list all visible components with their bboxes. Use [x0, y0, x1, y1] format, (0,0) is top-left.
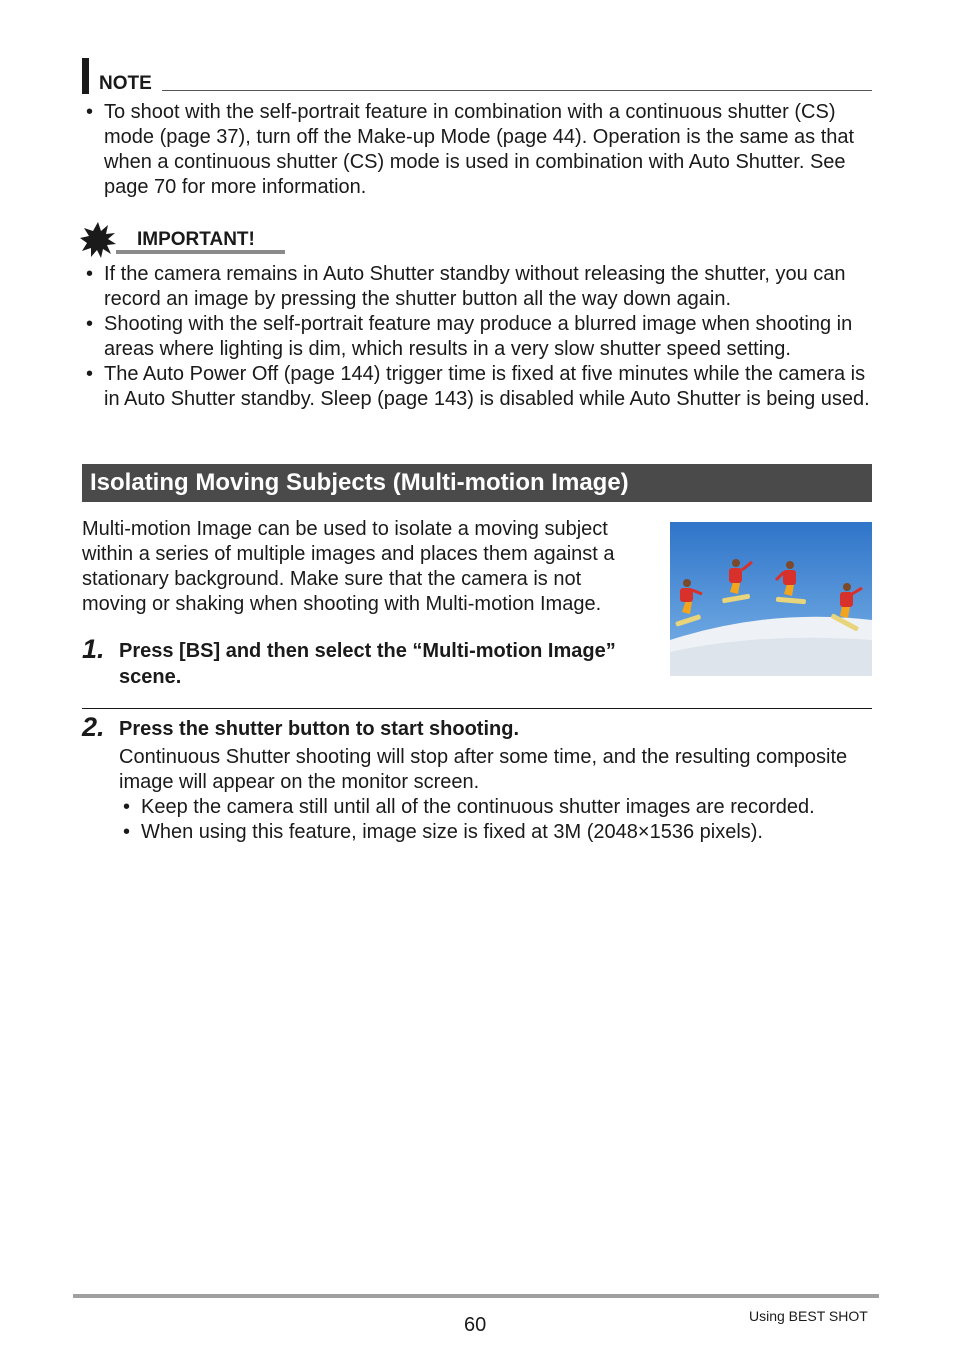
step-divider [82, 708, 872, 709]
step-title: Press the shutter button to start shooting. [119, 718, 520, 740]
page-number: 60 [464, 1314, 487, 1336]
note-list [82, 100, 872, 200]
important-underline [116, 250, 285, 254]
note-heading: NOTE [99, 73, 152, 94]
starburst-icon [80, 222, 116, 258]
important-item: • The Auto Power Off (page 144) trigger time is fixed at five minutes while the camera is in Auto Shutter standby. Sleep (page 143) is disabled while Auto Shutter is being used. [82, 362, 872, 412]
important-list [82, 262, 872, 412]
multi-motion-photo [670, 522, 872, 676]
section-heading: Isolating Moving Subjects (Multi-motion Image) [82, 464, 872, 502]
footer-divider [73, 1294, 879, 1298]
note-bar-icon [82, 58, 89, 94]
note-divider [162, 90, 872, 91]
step-bullet: • When using this feature, image size is fixed at 3M (2048×1536 pixels). [119, 820, 879, 845]
important-item: • Shooting with the self-portrait feature may produce a blurred image when shooting in areas where lighting is dim, which results in a very slow shutter speed setting. [82, 312, 872, 362]
step-bullet: • Keep the camera still until all of the continuous shutter images are recorded. [119, 795, 879, 820]
footer-section-name: Using BEST SHOT [749, 1308, 868, 1324]
step-bullet-list [119, 795, 879, 845]
step-title: Press [BS] and then select the “Multi-motion Image” scene. [119, 640, 616, 688]
step-number: 1. [82, 634, 105, 664]
step-description: Continuous Shutter shooting will stop after some time, and the resulting composite image will appear on the monitor screen. [119, 746, 848, 793]
important-heading: IMPORTANT! [137, 229, 255, 250]
step-number: 2. [82, 712, 105, 742]
note-item: • To shoot with the self-portrait feature in combination with a continuous shutter (CS) mode (page 37), turn off the Make-up Mode (page 44). Operation is the same as that when a continuous shutter (CS) mode is used in combination with Auto Shutter. See page 70 for more information. [82, 100, 872, 200]
important-item: • If the camera remains in Auto Shutter standby without releasing the shutter, you can record an image by pressing the shutter button all the way down again. [82, 262, 872, 312]
section-intro: Multi-motion Image can be used to isolate a moving subject within a series of multiple images and places them against a stationary background. Make sure that the camera is not moving or shaking when shooting with Multi-motion Image. [82, 518, 615, 615]
